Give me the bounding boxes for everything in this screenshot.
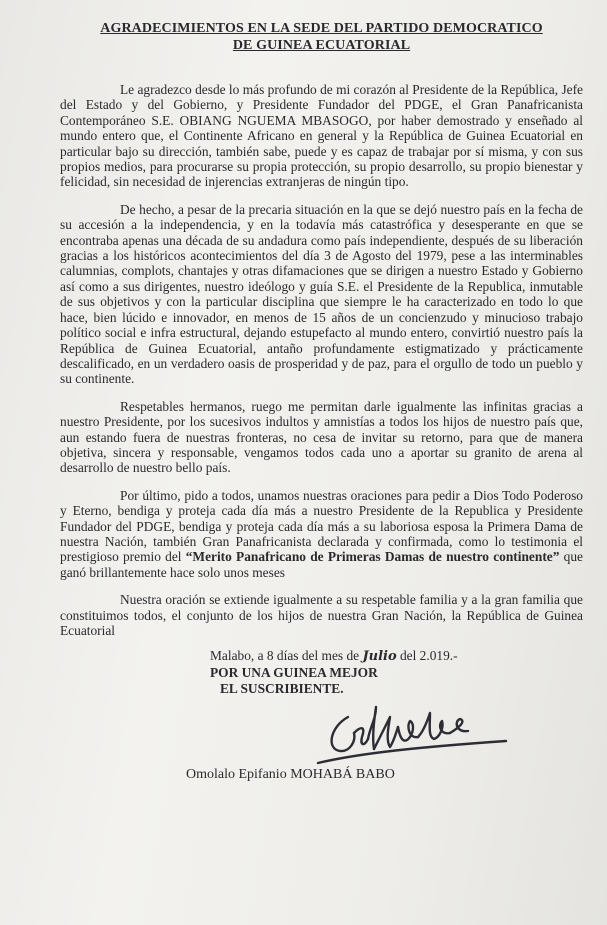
date-prefix: Malabo, a 8 días del mes de: [210, 648, 363, 664]
paragraph-5: Nuestra oración se extiende igualmente a su respetable familia y a la gran familia que constituimos todos, el conjunto de los hijos de nuestra Gran Nación, la República de Guinea Ecuatorial: [60, 592, 583, 638]
title-line-1: AGRADECIMIENTOS EN LA SEDE DEL PARTIDO DEMOCRATICO: [100, 21, 543, 36]
date-suffix: del 2.019.-: [396, 648, 458, 664]
document-title: [60, 20, 583, 54]
title-line-2: DE GUINEA ECUATORIAL: [232, 38, 411, 53]
award-name: “Merito Panafricano de Primeras Damas de nuestro continente”: [185, 549, 560, 565]
signature-area: [60, 697, 583, 767]
motto: POR UNA GUINEA MEJOR: [210, 665, 378, 681]
paragraph-2: De hecho, a pesar de la precaria situación en la que se dejó nuestro país en la fecha de su accesión a la independencia, y en la todavía más catastrófica y desesperante en que se encontraba apenas una década de su andadura como país independiente, después de su liberación gracias a los históricos acontecimientos del día 3 de Agosto del 1979, pese a las interminables calumnias, complots, chantajes y otras difamaciones que se dirigen a nuestro Estado y Gobierno así como a sus dirigentes, nuestro ideólogo y guía S.E. el Presidente de la Republica, inmutable de sus objetivos y con la particular disciplina que siempre le ha caracterizado en todo lo que hace, bien lúcido e innovador, en menos de 15 años de un concienzudo y minucioso trabajo político social e infra estructural, dejando estupefacto al mundo entero, convirtió nuestro país la República de Guinea Ecuatorial, antaño profundamente estigmatizado y prácticamente descalificado, en un verdadero oasis de prosperidad y de paz, para el orgullo de todo un pueblo y su continente.: [60, 201, 583, 387]
paragraph-3: Respetables hermanos, ruego me permitan darle igualmente las infinitas gracias a nuestro Presidente, por los sucesivos indultos y amnistías a todos los hijos de nuestro país que, aun estando fuera de nuestras fronteras, no cesa de invitar su retorno, para que de manera objetiva, sincera y responsable, vengamos todos cada uno a aportar su granito de arena al desarrollo de nuestro bello país.: [60, 398, 583, 476]
signer-name: Omolalo Epifanio MOHABÁ BABO: [186, 767, 395, 783]
handwritten-signature: [310, 697, 520, 769]
paragraph-4-text-end: que ganó brillantemente hace solo unos meses: [60, 549, 583, 580]
paragraph-4-text: Por último, pido a todos, unamos nuestras oraciones para pedir a Dios Todo Poderoso y Eterno, bendiga y proteja cada día más a nuestro Presidente de la Republica y Presidente Fundador del PDGE, bendiga y proteja cada día más a su laboriosa esposa la Primera Dama de nuestra Nación, también Gran Panafricanista declarada y confirmada, como lo testimonia el prestigioso premio del: [60, 487, 583, 565]
closing-block: [210, 648, 583, 697]
paragraph-4: [60, 488, 583, 580]
signatory-label: EL SUSCRIBIENTE.: [220, 681, 344, 697]
handwritten-month: Julio: [362, 649, 397, 665]
paragraph-1: [60, 82, 583, 190]
paragraph-1-text: Le agradezco desde lo más profundo de mi corazón al Presidente de la República, Jefe del Estado y del Gobierno, y Presidente Fundador del PDGE, el Gran Panafricanista Contemporáneo S.E. OBIANG NGUEMA MBASOGO, por haber demostrado y enseñado al mundo entero que, el Continente Africano en general y la República de Guinea Ecuatorial en particular bajo su dirección, también sabe, puede y es capaz de trabajar por sí misma, y con sus propios medios, para procurarse su propia protección, su propio desarrollo, su propio bienestar y felicidad, sin necesidad de injerencias extranjeras de ningún tipo.: [60, 82, 583, 190]
date-line: [210, 648, 583, 665]
